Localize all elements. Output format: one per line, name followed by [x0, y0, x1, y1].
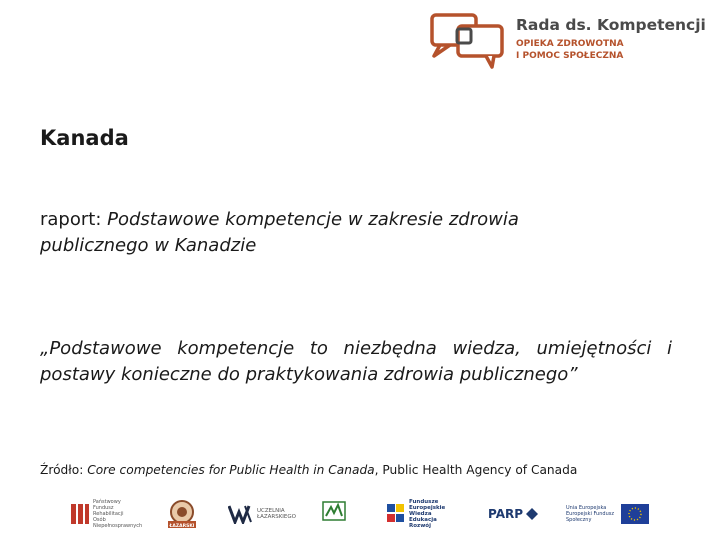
pwzoz-logo: [322, 498, 348, 530]
report-prefix: raport:: [40, 209, 108, 230]
parp-logo: [488, 498, 544, 530]
fundusze-logo: [386, 498, 466, 530]
ue-logo-text: Unia Europejska Europejski Fundusz Społeczny: [566, 505, 614, 523]
uczelnia-mark-icon: [228, 504, 254, 524]
fundusze-logo-text: Fundusze Europejskie Wiedza Edukacja Rozwój: [409, 499, 446, 529]
crest-icon: [166, 499, 198, 529]
source-citation: [40, 463, 577, 477]
logo-subtitle: [516, 38, 624, 62]
fundusze-stars-icon: [386, 502, 406, 526]
speech-bubbles-icon: [430, 12, 510, 72]
parp-mark-icon: [525, 507, 539, 521]
report-title: Podstawowe kompetencje w zakresie zdrowia publicznego w Kanadzie: [40, 209, 519, 256]
source-publisher: , Public Health Agency of Canada: [374, 463, 578, 477]
slide-heading: Kanada: [40, 126, 129, 150]
eu-flag-icon: [621, 504, 649, 524]
logo-title: Rada ds. Kompetencji: [516, 16, 706, 34]
logo-subtitle-line2: I POMOC SPOŁECZNA: [516, 51, 624, 61]
lazarski-logo: [166, 498, 200, 530]
svg-text:ŁAZARSKI: ŁAZARSKI: [169, 524, 195, 529]
pwzoz-mark-icon: [322, 501, 346, 527]
uczelnia-logo-text: UCZELNIA ŁAZARSKIEGO: [257, 508, 296, 520]
uczelnia-logo: [228, 498, 298, 530]
report-citation: [40, 207, 600, 259]
pfron-logo-text: Państwowy Fundusz Rehabilitacji Osób Niepełnosprawnych: [93, 499, 143, 529]
sponsor-logos-bar: [0, 498, 720, 532]
definition-quote: „Podstawowe kompetencje to niezbędna wiedza, umiejętności i postawy konieczne do praktykowania zdrowia publicznego”: [40, 338, 672, 385]
pfron-logo: [70, 498, 143, 530]
source-title: Core competencies for Public Health in Canada: [87, 463, 375, 477]
source-label: Źródło:: [40, 463, 88, 477]
ue-logo: [566, 498, 650, 530]
council-logo: [430, 12, 710, 72]
logo-subtitle-line1: OPIEKA ZDROWOTNA: [516, 39, 624, 49]
parp-logo-text: PARP: [488, 507, 524, 521]
pfron-mark-icon: [70, 503, 90, 525]
